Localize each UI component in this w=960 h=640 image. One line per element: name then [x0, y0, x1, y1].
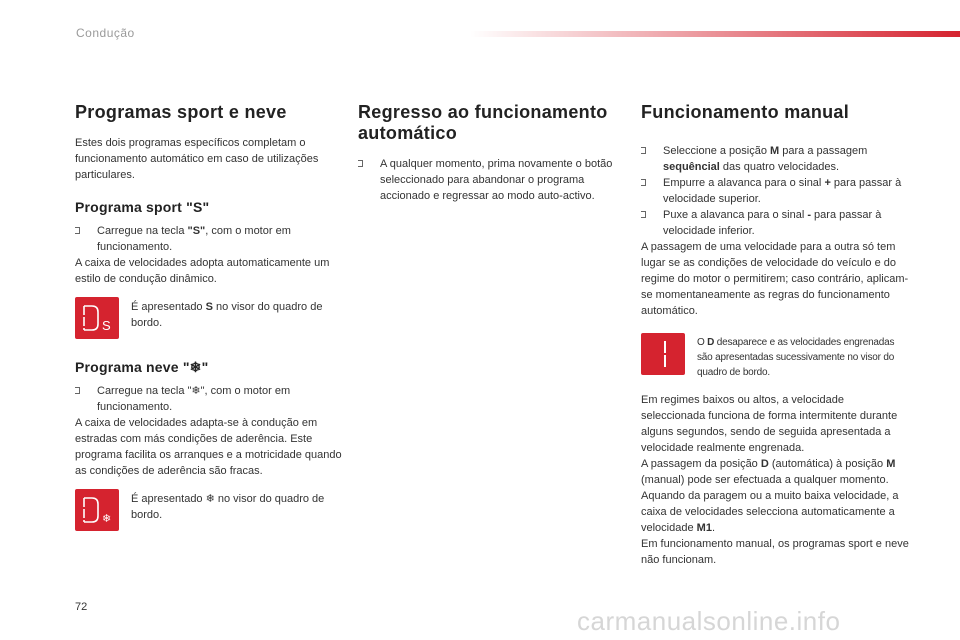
snow-bullet: Carregue na tecla "❄", com o motor em funcionamento.: [75, 383, 343, 415]
page-number: 72: [75, 601, 88, 613]
manual-para-1: A passagem de uma velocidade para a outra só tem lugar se as condições de velocidade do veículo e do regime do motor o permitirem; caso contrário, aplicam-se momentaneamente as regras do funcionamento automático.: [641, 241, 909, 317]
watermark: carmanualsonline.info: [577, 606, 841, 636]
bullet-marker-icon: [641, 179, 646, 186]
bullet-marker-icon: [75, 387, 80, 394]
manual-bullet-3: Puxe a alavanca para o sinal - para passar à velocidade inferior.: [641, 207, 909, 239]
manual-para-5: Em funcionamento manual, os programas sport e neve não funcionam.: [641, 538, 909, 566]
column-manual: [641, 102, 909, 568]
snow-display-row: [75, 489, 343, 531]
bullet-marker-icon: [358, 160, 363, 167]
sport-heading: Programa sport "S": [75, 199, 210, 215]
snow-body: A caixa de velocidades adapta-se à condução em estradas com más condições de aderência. Este programa facilita os arranques e a motricidade quando as condições de aderência são fracas.: [75, 417, 342, 477]
sport-display-text: É apresentado S no visor do quadro de bordo.: [131, 301, 323, 329]
display-d-snow-icon: [75, 489, 119, 531]
header-accent-bar: [470, 31, 960, 37]
manual-para-3: A passagem da posição D (automática) à posição M (manual) pode ser efectuada a qualquer momento.: [641, 458, 896, 486]
sport-bullet: Carregue na tecla "S", com o motor em funcionamento.: [75, 223, 343, 255]
manual-para-2: Em regimes baixos ou altos, a velocidade seleccionada funciona de forma intermitente durante alguns segundos, sendo de seguida apresentada a velocidade realmente engrenada.: [641, 394, 898, 454]
manual-title: Funcionamento manual: [641, 102, 850, 122]
display-ds-icon: [75, 297, 119, 339]
bullet-marker-icon: [641, 211, 646, 218]
svg-text:❄: ❄: [102, 512, 112, 525]
svg-text:S: S: [102, 318, 111, 333]
manual-display-note: O D desaparece e as velocidades engrenadas são apresentadas sucessivamente no visor do quadro de bordo.: [697, 337, 895, 378]
display-gear-1-icon: [641, 333, 685, 375]
manual-display-row: [641, 333, 909, 380]
programs-title: Programas sport e neve: [75, 102, 287, 122]
return-auto-bullet: A qualquer momento, prima novamente o botão seleccionado para abandonar o programa accionado e regressar ao modo auto-activo.: [358, 156, 626, 204]
programs-intro: Estes dois programas específicos completam o funcionamento automático em caso de utilizações particulares.: [75, 137, 319, 181]
section-title: Condução: [76, 26, 135, 40]
return-auto-title: Regresso ao funcionamento automático: [358, 102, 608, 143]
manual-bullet-1: Seleccione a posição M para a passagem sequêncial das quatro velocidades.: [641, 143, 909, 175]
sport-body: A caixa de velocidades adopta automaticamente um estilo de condução dinâmico.: [75, 257, 330, 285]
snow-heading: Programa neve "❄": [75, 359, 209, 375]
bullet-marker-icon: [75, 227, 80, 234]
manual-para-4: Aquando da paragem ou a muito baixa velocidade, a caixa de velocidades selecciona automaticamente a velocidade M1.: [641, 490, 899, 534]
manual-bullet-2: Empurre a alavanca para o sinal + para passar à velocidade superior.: [641, 175, 909, 207]
column-programs: [75, 102, 343, 535]
column-return-auto: [358, 102, 626, 204]
bullet-marker-icon: [641, 147, 646, 154]
sport-display-row: [75, 297, 343, 339]
snow-display-text: É apresentado ❄ no visor do quadro de bordo.: [131, 493, 325, 521]
